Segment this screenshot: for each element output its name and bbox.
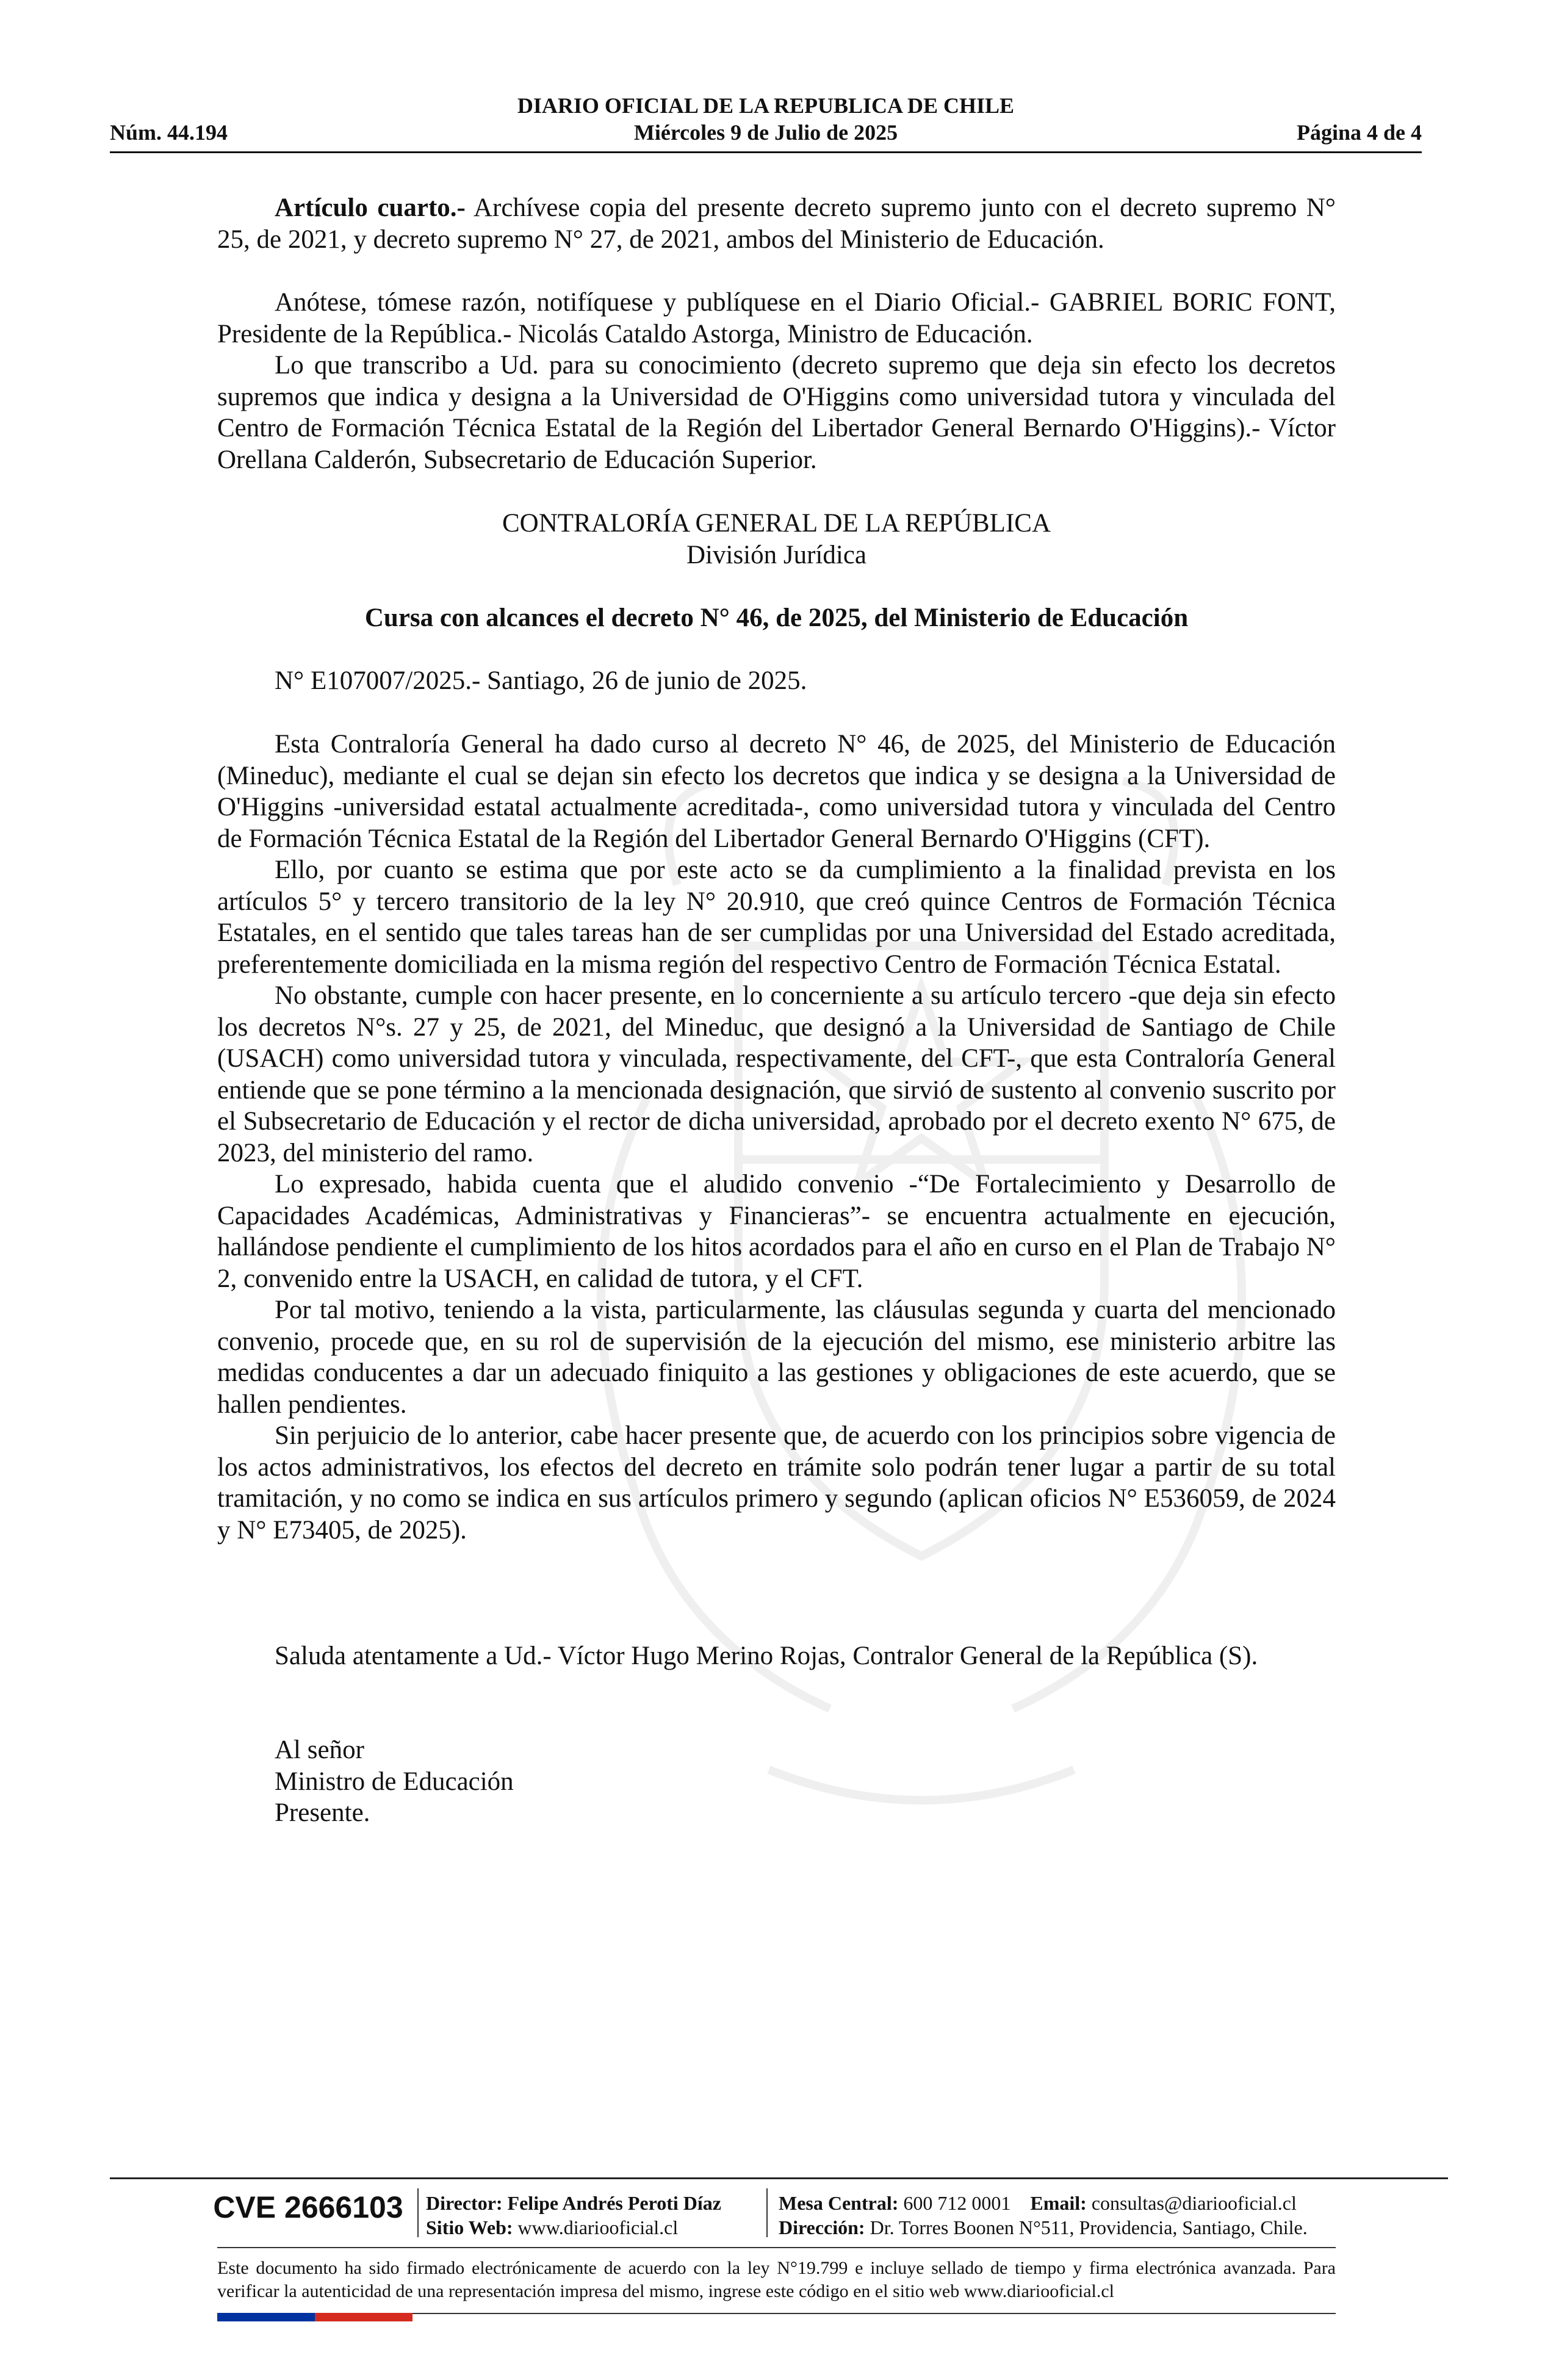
- signatures-block: [217, 287, 1336, 475]
- addressee-line-1: Al señor: [275, 1736, 364, 1764]
- footer-middle-divider: [217, 2247, 1336, 2248]
- flag-stripe-blue: [217, 2313, 315, 2321]
- addressee-line-3: Presente.: [275, 1798, 370, 1827]
- addressee-line-2: Ministro de Educación: [275, 1767, 514, 1796]
- paragraph-6: Sin perjuicio de lo anterior, cabe hacer presente que, de acuerdo con los principios sobre vigencia de los actos administrativos, los efectos del decreto en trámite solo podrán tener lugar a partir de su total tramitación, y no como se indica en sus artículos primero y segundo (aplican oficios N° E536059, de 2024 y N° E73405, de 2025).: [217, 1421, 1336, 1545]
- website-label: Sitio Web:: [426, 2216, 513, 2238]
- dictamen-title: Cursa con alcances el decreto N° 46, de 2025, del Ministerio de Educación: [364, 604, 1189, 632]
- dictamen-body: [217, 729, 1336, 1546]
- address-value: Dr. Torres Boonen N°511, Providencia, Santiago, Chile.: [870, 2216, 1308, 2238]
- website-link[interactable]: www.diariooficial.cl: [517, 2216, 679, 2238]
- footer-contact-column: [779, 2191, 1308, 2240]
- article-four-text: Archívese copia del presente decreto supremo junto con el decreto supremo N° 25, de 2021, y decreto supremo N° 27, de 2021, ambos del Ministerio de Educación.: [217, 193, 1336, 254]
- reference-block: [217, 665, 1336, 697]
- footer-top-divider: [110, 2177, 1448, 2179]
- flag-stripe-red: [315, 2313, 412, 2321]
- contraloria-heading-block: [217, 508, 1336, 571]
- issue-date: Miércoles 9 de Julio de 2025: [633, 120, 898, 145]
- address-label: Dirección:: [779, 2216, 865, 2238]
- contraloria-title: CONTRALORÍA GENERAL DE LA REPÚBLICA: [502, 509, 1051, 538]
- article-four-heading: Artículo cuarto.-: [275, 193, 466, 222]
- header-row: [110, 120, 1422, 148]
- director-name: Felipe Andrés Peroti Díaz: [507, 2192, 721, 2214]
- cve-code: CVE 2666103: [213, 2190, 403, 2224]
- footer-separator: [766, 2188, 768, 2237]
- email-label: Email:: [1030, 2192, 1087, 2214]
- footer-separator: [417, 2188, 419, 2237]
- paragraph-2: Ello, por cuanto se estima que por este acto se da cumplimiento a la finalidad prevista en los artículos 5° y tercero transitorio de la ley N° 20.910, que creó quince Centros de Formación Técnica Estatales, en el sentido que tales tareas han de ser cumplidas por una Universidad del Estado acreditada, preferentemente domiciliada en la misma región del respectivo Centro de Formación Técnica Estatal.: [217, 856, 1336, 979]
- closing-salutation: Saluda atentamente a Ud.- Víctor Hugo Merino Rojas, Contralor General de la República (S).: [275, 1642, 1258, 1670]
- article-four: [217, 192, 1336, 255]
- paragraph-4: Lo expresado, habida cuenta que el aludido convenio -“De Fortalecimiento y Desarrollo de Capacidades Académicas, Administrativas y Financieras”- se encuentra actualmente en ejecución, hallándose pendiente el cumplimiento de los hitos acordados para el año en curso en el Plan de Trabajo N° 2, convenido entre la USACH, en calidad de tutora, y el CFT.: [217, 1170, 1336, 1293]
- addressee-block: [275, 1734, 1007, 1829]
- newspaper-title: DIARIO OFICIAL DE LA REPUBLICA DE CHILE: [517, 93, 1015, 118]
- director-label: Director:: [426, 2192, 503, 2214]
- header-divider: [110, 151, 1422, 153]
- issue-number: Núm. 44.194: [110, 120, 228, 145]
- dictamen-title-block: [217, 602, 1336, 634]
- electronic-signature-note: Este documento ha sido firmado electrónicamente de acuerdo con la ley N°19.799 e incluye sellado de tiempo y firma electrónica avanzada. Para verificar la autenticidad de una representación impresa del mismo, ingrese este código en el sitio web www.diariooficial.cl: [217, 2258, 1336, 2301]
- email-link[interactable]: consultas@diariooficial.cl: [1091, 2192, 1297, 2214]
- paragraph-3: No obstante, cumple con hacer presente, en lo concerniente a su artículo tercero -que deja sin efecto los decretos N°s. 27 y 25, de 2021, del Mineduc, que designó a la Universidad de Santiago de Chile (USACH) como universidad tutora y vinculada, respectivamente, del CFT-, que esta Contraloría General entiende que se pone término a la mencionada designación, que sirvió de sustento al convenio suscrito por el Subsecretario de Educación y el rector de dicha universidad, aprobado por el decreto exento N° 675, de 2023, del ministerio del ramo.: [217, 981, 1336, 1167]
- footer-director-column: [426, 2191, 721, 2240]
- paragraph-1: Esta Contraloría General ha dado curso al decreto N° 46, de 2025, del Ministerio de Educación (Mineduc), mediante el cual se dejan sin efecto los decretos que indica y se designa a la Universidad de O'Higgins -universidad estatal actualmente acreditada-, como universidad tutora y vinculada del Centro de Formación Técnica Estatal de la Región del Libertador General Bernardo O'Higgins (CFT).: [217, 730, 1336, 853]
- division-title: División Jurídica: [686, 540, 866, 569]
- reference-line: N° E107007/2025.- Santiago, 26 de junio de 2025.: [275, 666, 807, 695]
- phone-label: Mesa Central:: [779, 2192, 899, 2214]
- closing-block: [217, 1640, 1336, 1672]
- page-header: [110, 93, 1422, 160]
- transcribo-paragraph: Lo que transcribo a Ud. para su conocimiento (decreto supremo que deja sin efecto los decretos supremos que indica y designa a la Universidad de O'Higgins como universidad tutora y vinculada del Centro de Formación Técnica Estatal de la Región del Libertador General Bernardo O'Higgins).- Víctor Orellana Calderón, Subsecretario de Educación Superior.: [217, 351, 1336, 474]
- paragraph-5: Por tal motivo, teniendo a la vista, particularmente, las cláusulas segunda y cuarta del mencionado convenio, procede que, en su rol de supervisión de la ejecución del mismo, ese ministerio arbitre las medidas conducentes a dar un adecuado finiquito a las gestiones y obligaciones de este acuerdo, que se hallen pendientes.: [217, 1296, 1336, 1419]
- phone-value: 600 712 0001: [903, 2192, 1011, 2214]
- anotese-paragraph: Anótese, tómese razón, notifíquese y publíquese en el Diario Oficial.- GABRIEL BORIC FONT, Presidente de la República.- Nicolás Cataldo Astorga, Ministro de Educación.: [217, 288, 1336, 348]
- page-indicator: Página 4 de 4: [1296, 120, 1422, 145]
